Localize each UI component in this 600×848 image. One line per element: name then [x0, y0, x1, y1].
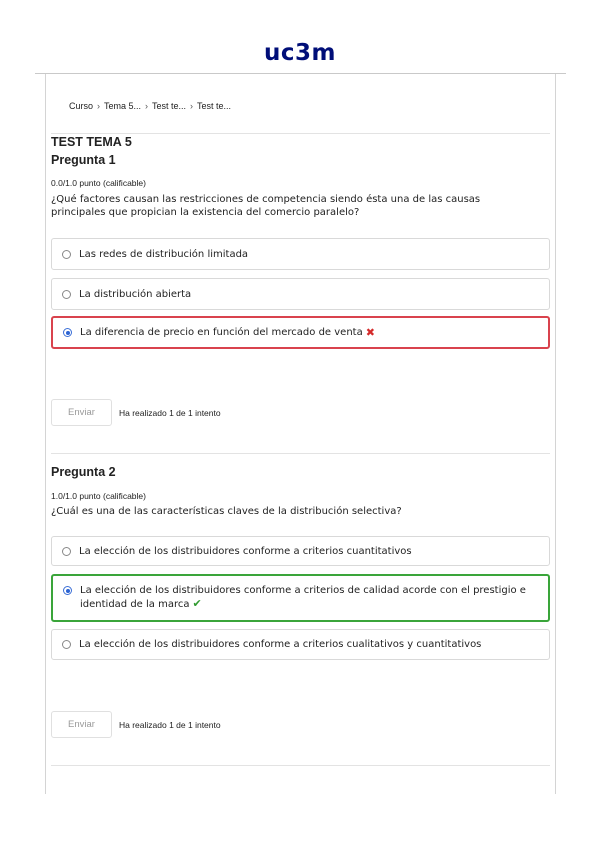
answer-option-label: La elección de los distribuidores conforme a criterios de calidad acorde con el prestigio e identidad de la marca ✔ [80, 585, 526, 610]
incorrect-x-icon: ✖ [365, 326, 375, 339]
radio-button[interactable] [62, 250, 71, 259]
page-title: TEST TEMA 5 [51, 135, 132, 149]
answer-option-label: La diferencia de precio en función del mercado de venta [80, 327, 363, 338]
breadcrumb-divider [51, 133, 550, 134]
correct-check-icon: ✔ [192, 597, 202, 610]
radio-button-selected[interactable] [63, 586, 72, 595]
answer-option-label: La elección de los distribuidores conforme a criterios cualitativos y cuantitativos [79, 639, 482, 650]
chevron-right-icon: › [190, 101, 194, 111]
question-points: 0.0/1.0 punto (calificable) [51, 178, 146, 188]
question-title: Pregunta 1 [51, 153, 116, 167]
radio-button[interactable] [62, 290, 71, 299]
breadcrumb-item-current: Test te... [197, 101, 232, 111]
attempts-status: Ha realizado 1 de 1 intento [119, 720, 221, 730]
answer-option-selected[interactable] [51, 574, 550, 622]
question-text: ¿Qué factores causan las restricciones de competencia siendo ésta una de las causas principales que propician la existencia del comercio paralelo? [51, 194, 481, 218]
answer-option[interactable] [51, 278, 550, 310]
answer-option[interactable] [51, 238, 550, 270]
answer-option[interactable] [51, 536, 550, 566]
radio-button-selected[interactable] [63, 328, 72, 337]
breadcrumb-item-test[interactable]: Test te... [152, 101, 187, 111]
radio-button[interactable] [62, 640, 71, 649]
question-text: ¿Cuál es una de las características claves de la distribución selectiva? [51, 506, 402, 517]
breadcrumb-item-topic[interactable]: Tema 5... [104, 101, 142, 111]
answer-option-selected[interactable] [51, 316, 550, 349]
question-divider [51, 765, 550, 766]
uc3m-logo: uc3m [264, 40, 336, 66]
answer-option[interactable] [51, 629, 550, 660]
attempts-status: Ha realizado 1 de 1 intento [119, 408, 221, 418]
answer-option-label: Las redes de distribución limitada [79, 248, 249, 260]
breadcrumb [69, 101, 231, 111]
breadcrumb-item-course[interactable]: Curso [69, 101, 94, 111]
answer-option-label: La elección de los distribuidores conforme a criterios cuantitativos [79, 545, 412, 557]
answer-option-label: La distribución abierta [79, 288, 192, 300]
question-points: 1.0/1.0 punto (calificable) [51, 491, 146, 501]
submit-button[interactable]: Enviar [51, 399, 112, 426]
question-title: Pregunta 2 [51, 465, 116, 479]
submit-button[interactable]: Enviar [51, 711, 112, 738]
question-divider [51, 453, 550, 454]
chevron-right-icon: › [145, 101, 149, 111]
chevron-right-icon: › [97, 101, 101, 111]
radio-button[interactable] [62, 547, 71, 556]
